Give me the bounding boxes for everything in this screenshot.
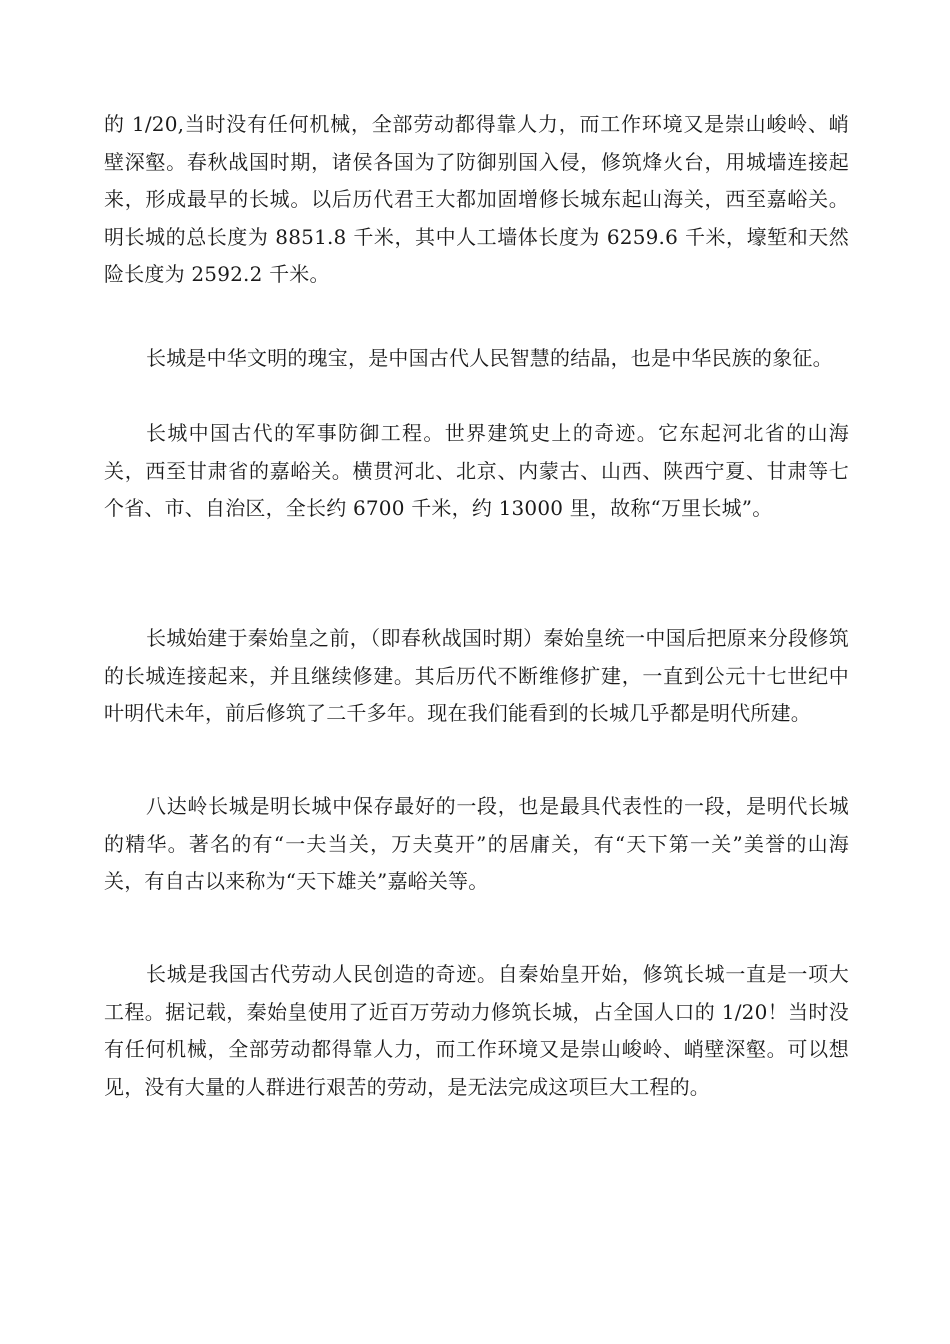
paragraph-labor-miracle: 长城是我国古代劳动人民创造的奇迹。自秦始皇开始，修筑长城一直是一项大工程。据记载，秦始皇使用了近百万劳动力修筑长城，占全国人口的 1/20！当时没有任何机械，全部劳动都得靠人力，而工作环境又是崇山峻岭、峭壁深壑。可以想见，没有大量的人群进行艰苦的劳动，是无法完成这项巨大工程的。 (104, 962, 849, 1099)
paragraph-military-defense: 长城中国古代的军事防御工程。世界建筑史上的奇迹。它东起河北省的山海关，西至甘肃省的嘉峪关。横贯河北、北京、内蒙古、山西、陕西宁夏、甘肃等七个省、市、自治区，全长约 6700 千米，约 13000 里，故称“万里长城”。 (104, 421, 849, 521)
paragraph-badaling: 八达岭长城是明长城中保存最好的一段，也是最具代表性的一段，是明代长城的精华。著名的有“一夫当关，万夫莫开”的居庸关，有“天下第一关”美誉的山海关，有自古以来称为“天下雄关”嘉峪关等。 (104, 794, 849, 894)
paragraph-continuation: 的 1/20,当时没有任何机械，全部劳动都得靠人力，而工作环境又是崇山峻岭、峭壁深壑。春秋战国时期，诸侯各国为了防御别国入侵，修筑烽火台，用城墙连接起来，形成最早的长城。以后历代君王大都加固增修长城东起山海关，西至嘉峪关。明长城的总长度为 8851.8 千米，其中人工墙体长度为 6259.6 千米，壕堑和天然险长度为 2592.2 千米。 (104, 112, 849, 287)
paragraph-great-wall-treasure: 长城是中华文明的瑰宝，是中国古代人民智慧的结晶，也是中华民族的象征。 (146, 346, 833, 370)
paragraph-history: 长城始建于秦始皇之前，（即春秋战国时期）秦始皇统一中国后把原来分段修筑的长城连接起来，并且继续修建。其后历代不断维修扩建，一直到公元十七世纪中叶明代未年，前后修筑了二千多年。现在我们能看到的长城几乎都是明代所建。 (104, 626, 849, 726)
